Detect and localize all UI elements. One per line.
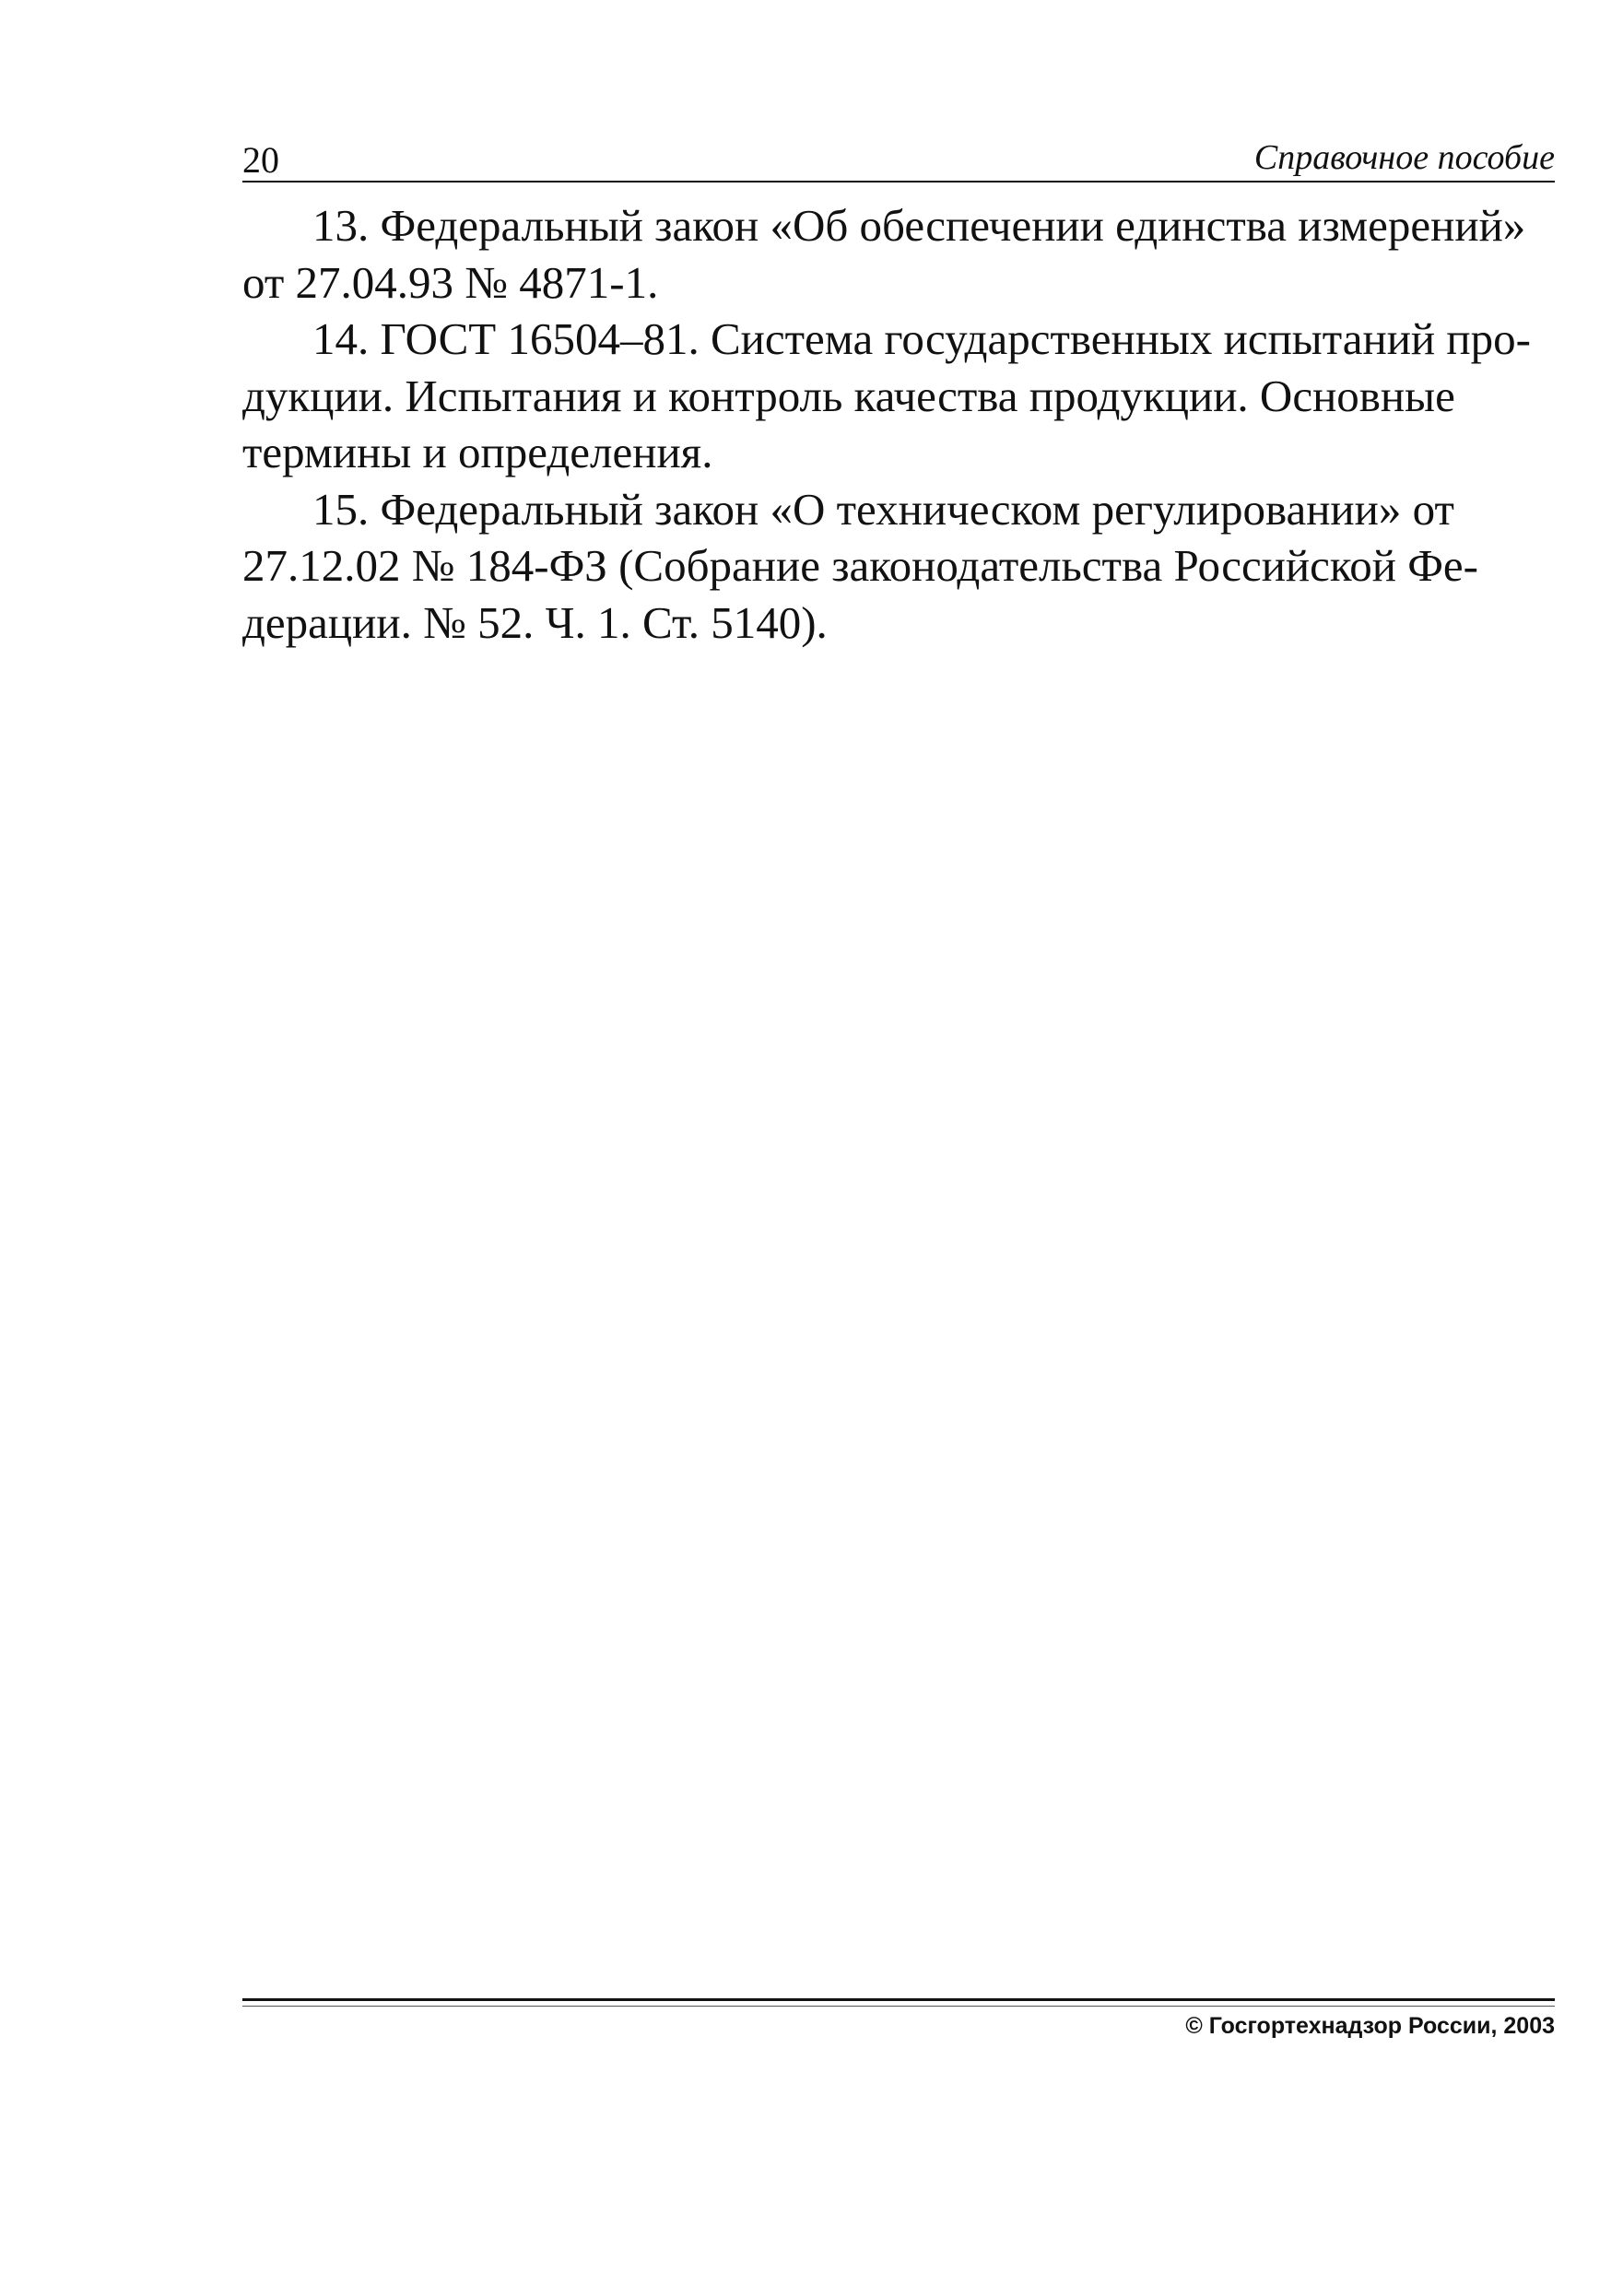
reference-15-line-2: 27.12.02 № 184-ФЗ (Собрание законодательства Российской Фе-: [242, 540, 1478, 591]
reference-14-line-2: дукции. Испытания и контроль качества продукции. Основные: [242, 370, 1455, 421]
reference-13-line-1: 13. Федеральный закон «Об обеспечении единства измерений»: [312, 200, 1526, 251]
page-number: 20: [242, 139, 279, 181]
reference-15-line-1: 15. Федеральный закон «О техническом регулировании» от: [312, 483, 1454, 535]
reference-14-line-3: термины и определения.: [242, 427, 713, 477]
reference-item-13: [242, 197, 1555, 311]
footer-divider: [242, 1998, 1555, 2001]
reference-13-line-2: от 27.04.93 № 4871-1.: [242, 256, 659, 308]
copyright-notice: © Госгортехнадзор России, 2003: [1185, 2013, 1555, 2039]
page-header: [242, 125, 1555, 183]
reference-15-line-3: дерации. № 52. Ч. 1. Ст. 5140).: [242, 596, 828, 648]
reference-item-14: [242, 311, 1555, 481]
reference-14-line-1: 14. ГОСТ 16504–81. Система государственных испытаний про-: [312, 313, 1531, 364]
reference-item-15: [242, 481, 1555, 652]
running-title: Справочное пособие: [1253, 138, 1555, 177]
reference-list: [242, 197, 1555, 651]
footer-divider-thin: [242, 2006, 1555, 2007]
